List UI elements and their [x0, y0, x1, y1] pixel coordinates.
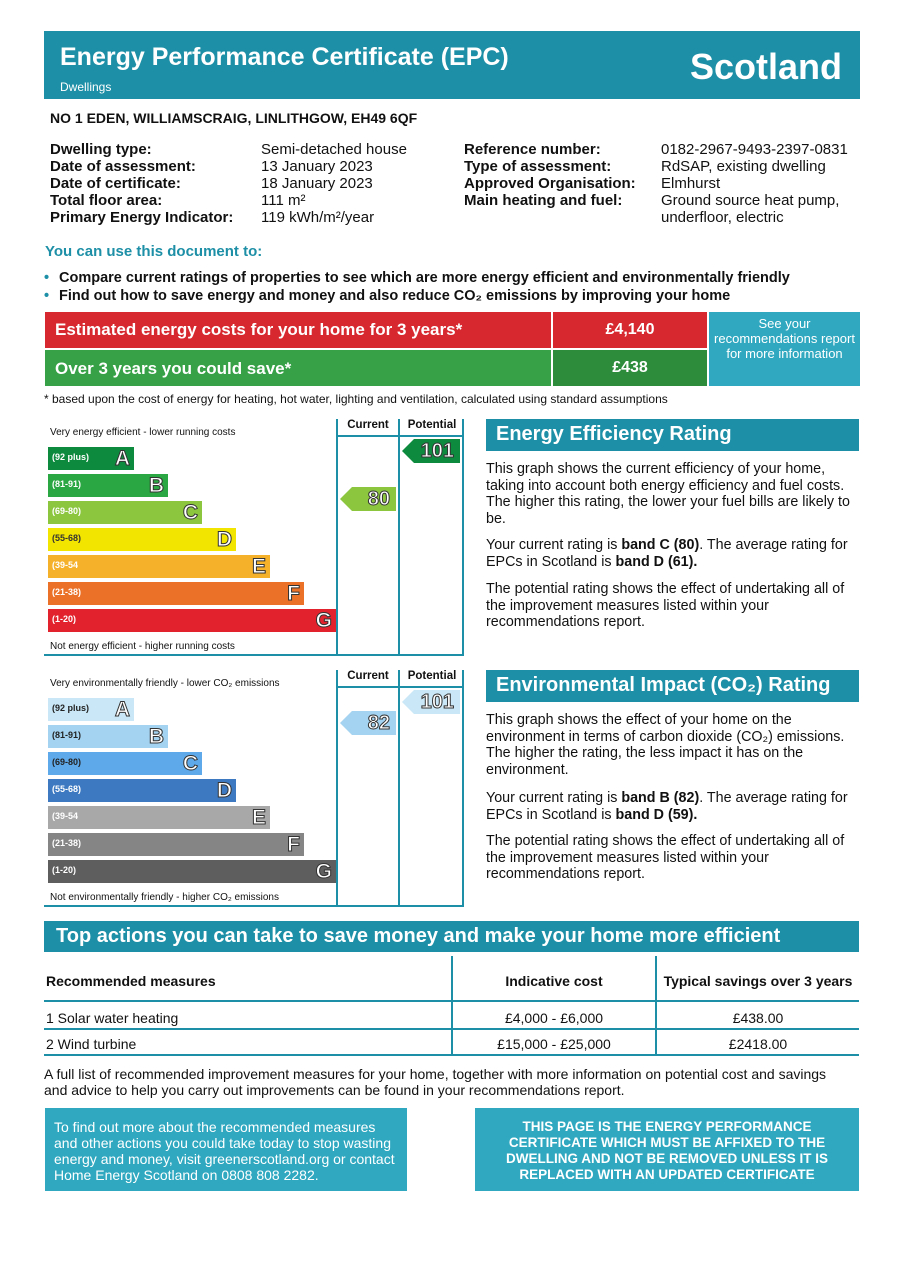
band-letter: B	[148, 474, 164, 497]
potential-rating-value: 101	[420, 440, 454, 462]
current-band-text: band C (80)	[621, 537, 700, 553]
detail-value: Semi-detached house	[261, 141, 407, 158]
estimated-cost-value: £4,140	[553, 312, 707, 348]
chart-baseline	[44, 905, 464, 907]
chart-baseline	[44, 654, 464, 656]
details-left-values	[261, 141, 407, 226]
band-range: (55-68)	[52, 533, 82, 543]
chart-top-label: Very environmentally friendly - lower CO₂ emissions	[50, 678, 280, 689]
potential-rating-arrow	[402, 439, 460, 463]
cost-footnote: * based upon the cost of energy for heating, hot water, lighting and ventilation, calculated using standard assumptions	[44, 392, 668, 406]
rating-band-b	[48, 474, 168, 497]
energy-efficiency-chart	[44, 419, 464, 656]
detail-value: 119 kWh/m²/year	[261, 209, 375, 226]
rating-band-f	[48, 833, 304, 856]
details-left-labels	[50, 141, 233, 226]
ee-paragraph-2	[486, 537, 858, 570]
detail-label: Reference number:	[464, 141, 601, 158]
band-range: (1-20)	[52, 865, 77, 875]
epc-header	[44, 31, 860, 99]
band-letter: D	[216, 779, 232, 802]
detail-label: Total floor area:	[50, 192, 163, 209]
full-list-note: A full list of recommended improvement measures for your home, together with more information on potential cost and savings and advice to help you carry out improvements can be found in your recommendations report.	[44, 1066, 827, 1098]
page-title: Energy Performance Certificate (EPC)	[60, 43, 509, 71]
detail-value: 18 January 2023	[261, 175, 373, 192]
detail-label: Date of assessment:	[50, 158, 196, 175]
current-rating-value: 80	[367, 488, 390, 510]
detail-value: 0182-2967-9493-2397-0831	[661, 141, 848, 158]
band-range: (39-54	[52, 811, 79, 821]
table-cell: £438.00	[732, 1010, 784, 1026]
savings-value: £438	[553, 350, 707, 386]
environmental-impact-chart	[44, 670, 464, 907]
ei-paragraph-2	[486, 790, 858, 823]
details-right-labels	[464, 141, 636, 209]
table-cell: £4,000 - £6,000	[504, 1010, 604, 1026]
detail-value: RdSAP, existing dwelling	[661, 158, 826, 175]
detail-label: Type of assessment:	[464, 158, 612, 175]
band-range: (1-20)	[52, 614, 77, 624]
chart-bottom-label: Not energy efficient - higher running costs	[50, 641, 235, 652]
table-cell: £2418.00	[728, 1036, 788, 1052]
potential-rating-arrow	[402, 690, 460, 714]
detail-value: underfloor, electric	[661, 209, 784, 226]
detail-value: 111 m²	[261, 192, 306, 209]
table-cell: 1 Solar water heating	[46, 1010, 179, 1026]
text-span: Your current rating is	[486, 537, 622, 553]
band-range: (92 plus)	[52, 452, 90, 462]
top-actions-heading: Top actions you can take to save money and make your home more efficient	[44, 921, 859, 952]
header-divider	[336, 435, 464, 437]
rating-band-g	[48, 609, 336, 632]
detail-label: Primary Energy Indicator:	[50, 209, 234, 226]
average-band-text: band D (61).	[615, 553, 698, 570]
current-band-text: band B (82)	[621, 790, 700, 806]
band-letter: C	[182, 752, 198, 775]
header-divider	[336, 686, 464, 688]
rating-band-a	[48, 698, 134, 721]
band-range: (21-38)	[52, 838, 82, 848]
band-letter: D	[216, 528, 232, 551]
detail-label: Dwelling type:	[50, 141, 152, 158]
details-right-values	[661, 141, 848, 226]
potential-rating-value: 101	[420, 691, 454, 713]
band-range: (21-38)	[52, 587, 82, 597]
current-rating-value: 82	[367, 712, 390, 734]
ei-paragraph-3: The potential rating shows the effect of undertaking all of the improvement measures listed within your recommendations report.	[486, 833, 845, 882]
property-address: NO 1 EDEN, WILLIAMSCRAIG, LINLITHGOW, EH49 6QF	[50, 110, 418, 126]
table-header: Typical savings over 3 years	[663, 973, 853, 989]
rating-band-e	[48, 806, 270, 829]
rating-band-d	[48, 528, 236, 551]
environmental-impact-heading: Environmental Impact (CO₂) Rating	[486, 670, 859, 702]
certificate-notice-box: THIS PAGE IS THE ENERGY PERFORMANCE CERTIFICATE WHICH MUST BE AFFIXED TO THE DWELLING AND NOT BE REMOVED UNLESS IT IS REPLACED WITH AN UPDATED CERTIFICATE	[475, 1108, 859, 1191]
band-letter: E	[251, 806, 266, 829]
band-letter: F	[287, 582, 300, 605]
text-span: Your current rating is	[486, 790, 622, 806]
ei-paragraph-1: This graph shows the effect of your home on the environment in terms of carbon dioxide (CO₂) emissions. The higher the rating, the less impact it has on the environment.	[486, 712, 845, 778]
rating-band-d	[48, 779, 236, 802]
current-rating-arrow	[340, 711, 396, 735]
find-out-more-box: To find out more about the recommended measures and other actions you could take today to stop wasting energy and money, visit greenerscotland.org or contact Home Energy Scotland on 0808 808 2282.	[45, 1108, 407, 1191]
detail-label: Approved Organisation:	[464, 175, 636, 192]
band-letter: C	[182, 501, 198, 524]
rating-band-b	[48, 725, 168, 748]
band-letter: F	[287, 833, 300, 856]
energy-efficiency-heading: Energy Efficiency Rating	[486, 419, 859, 451]
band-range: (39-54	[52, 560, 79, 570]
band-letter: G	[315, 860, 332, 883]
table-rule	[44, 1000, 859, 1002]
current-header: Current	[347, 670, 389, 682]
detail-label: Main heating and fuel:	[464, 192, 623, 209]
rating-band-c	[48, 501, 202, 524]
potential-header: Potential	[407, 419, 457, 431]
table-header: Indicative cost	[505, 973, 603, 989]
use-document-title: You can use this document to:	[45, 243, 263, 260]
rating-band-e	[48, 555, 270, 578]
savings-label: Over 3 years you could save*	[45, 350, 551, 386]
rating-band-f	[48, 582, 304, 605]
band-range: (69-80)	[52, 757, 82, 767]
band-letter: G	[315, 609, 332, 632]
table-rule	[44, 1028, 859, 1030]
band-letter: A	[114, 698, 130, 721]
bullet-item: • Compare current ratings of properties to see which are more energy efficient and environmentally friendly	[44, 270, 790, 286]
rating-band-a	[48, 447, 134, 470]
text-span: . The average rating for EPCs in Scotland is	[486, 537, 848, 570]
current-header: Current	[347, 419, 389, 431]
average-band-text: band D (59).	[615, 806, 698, 823]
detail-value: Ground source heat pump,	[661, 192, 840, 209]
band-range: (69-80)	[52, 506, 82, 516]
table-header: Recommended measures	[46, 973, 216, 989]
country-label: Scotland	[689, 46, 842, 87]
table-cell: £15,000 - £25,000	[497, 1036, 611, 1052]
see-recommendations-box: See your recommendations report for more information	[709, 312, 860, 386]
current-column	[336, 670, 400, 907]
band-range: (92 plus)	[52, 703, 90, 713]
band-range: (81-91)	[52, 730, 82, 740]
ee-paragraph-3: The potential rating shows the effect of undertaking all of the improvement measures listed within your recommendations report.	[486, 581, 845, 630]
rating-band-g	[48, 860, 336, 883]
potential-header: Potential	[407, 670, 457, 682]
band-range: (55-68)	[52, 784, 82, 794]
estimated-cost-label: Estimated energy costs for your home for 3 years*	[45, 312, 551, 348]
current-column	[336, 419, 400, 656]
table-cell: 2 Wind turbine	[46, 1036, 137, 1052]
band-letter: B	[148, 725, 164, 748]
detail-value: 13 January 2023	[261, 158, 373, 175]
detail-label: Date of certificate:	[50, 175, 181, 192]
bullet-item: • Find out how to save energy and money and also reduce CO₂ emissions by improving your home	[44, 288, 731, 304]
band-letter: E	[251, 555, 266, 578]
current-rating-arrow	[340, 487, 396, 511]
bullet-text: Find out how to save energy and money and also reduce CO₂ emissions by improving your home	[59, 288, 731, 304]
detail-value: Elmhurst	[661, 175, 721, 192]
band-letter: A	[114, 447, 130, 470]
rating-band-c	[48, 752, 202, 775]
text-span: . The average rating for EPCs in Scotland is	[486, 790, 848, 823]
band-range: (81-91)	[52, 479, 82, 489]
bullet-text: Compare current ratings of properties to see which are more energy efficient and environmentally friendly	[59, 270, 790, 286]
table-rule	[44, 1054, 859, 1056]
chart-bottom-label: Not environmentally friendly - higher CO₂ emissions	[50, 892, 279, 903]
ee-paragraph-1: This graph shows the current efficiency of your home, taking into account both energy efficiency and fuel costs. The higher this rating, the lower your fuel bills are likely to be.	[486, 461, 850, 527]
chart-top-label: Very energy efficient - lower running costs	[50, 427, 236, 438]
page-subtitle: Dwellings	[60, 80, 112, 94]
